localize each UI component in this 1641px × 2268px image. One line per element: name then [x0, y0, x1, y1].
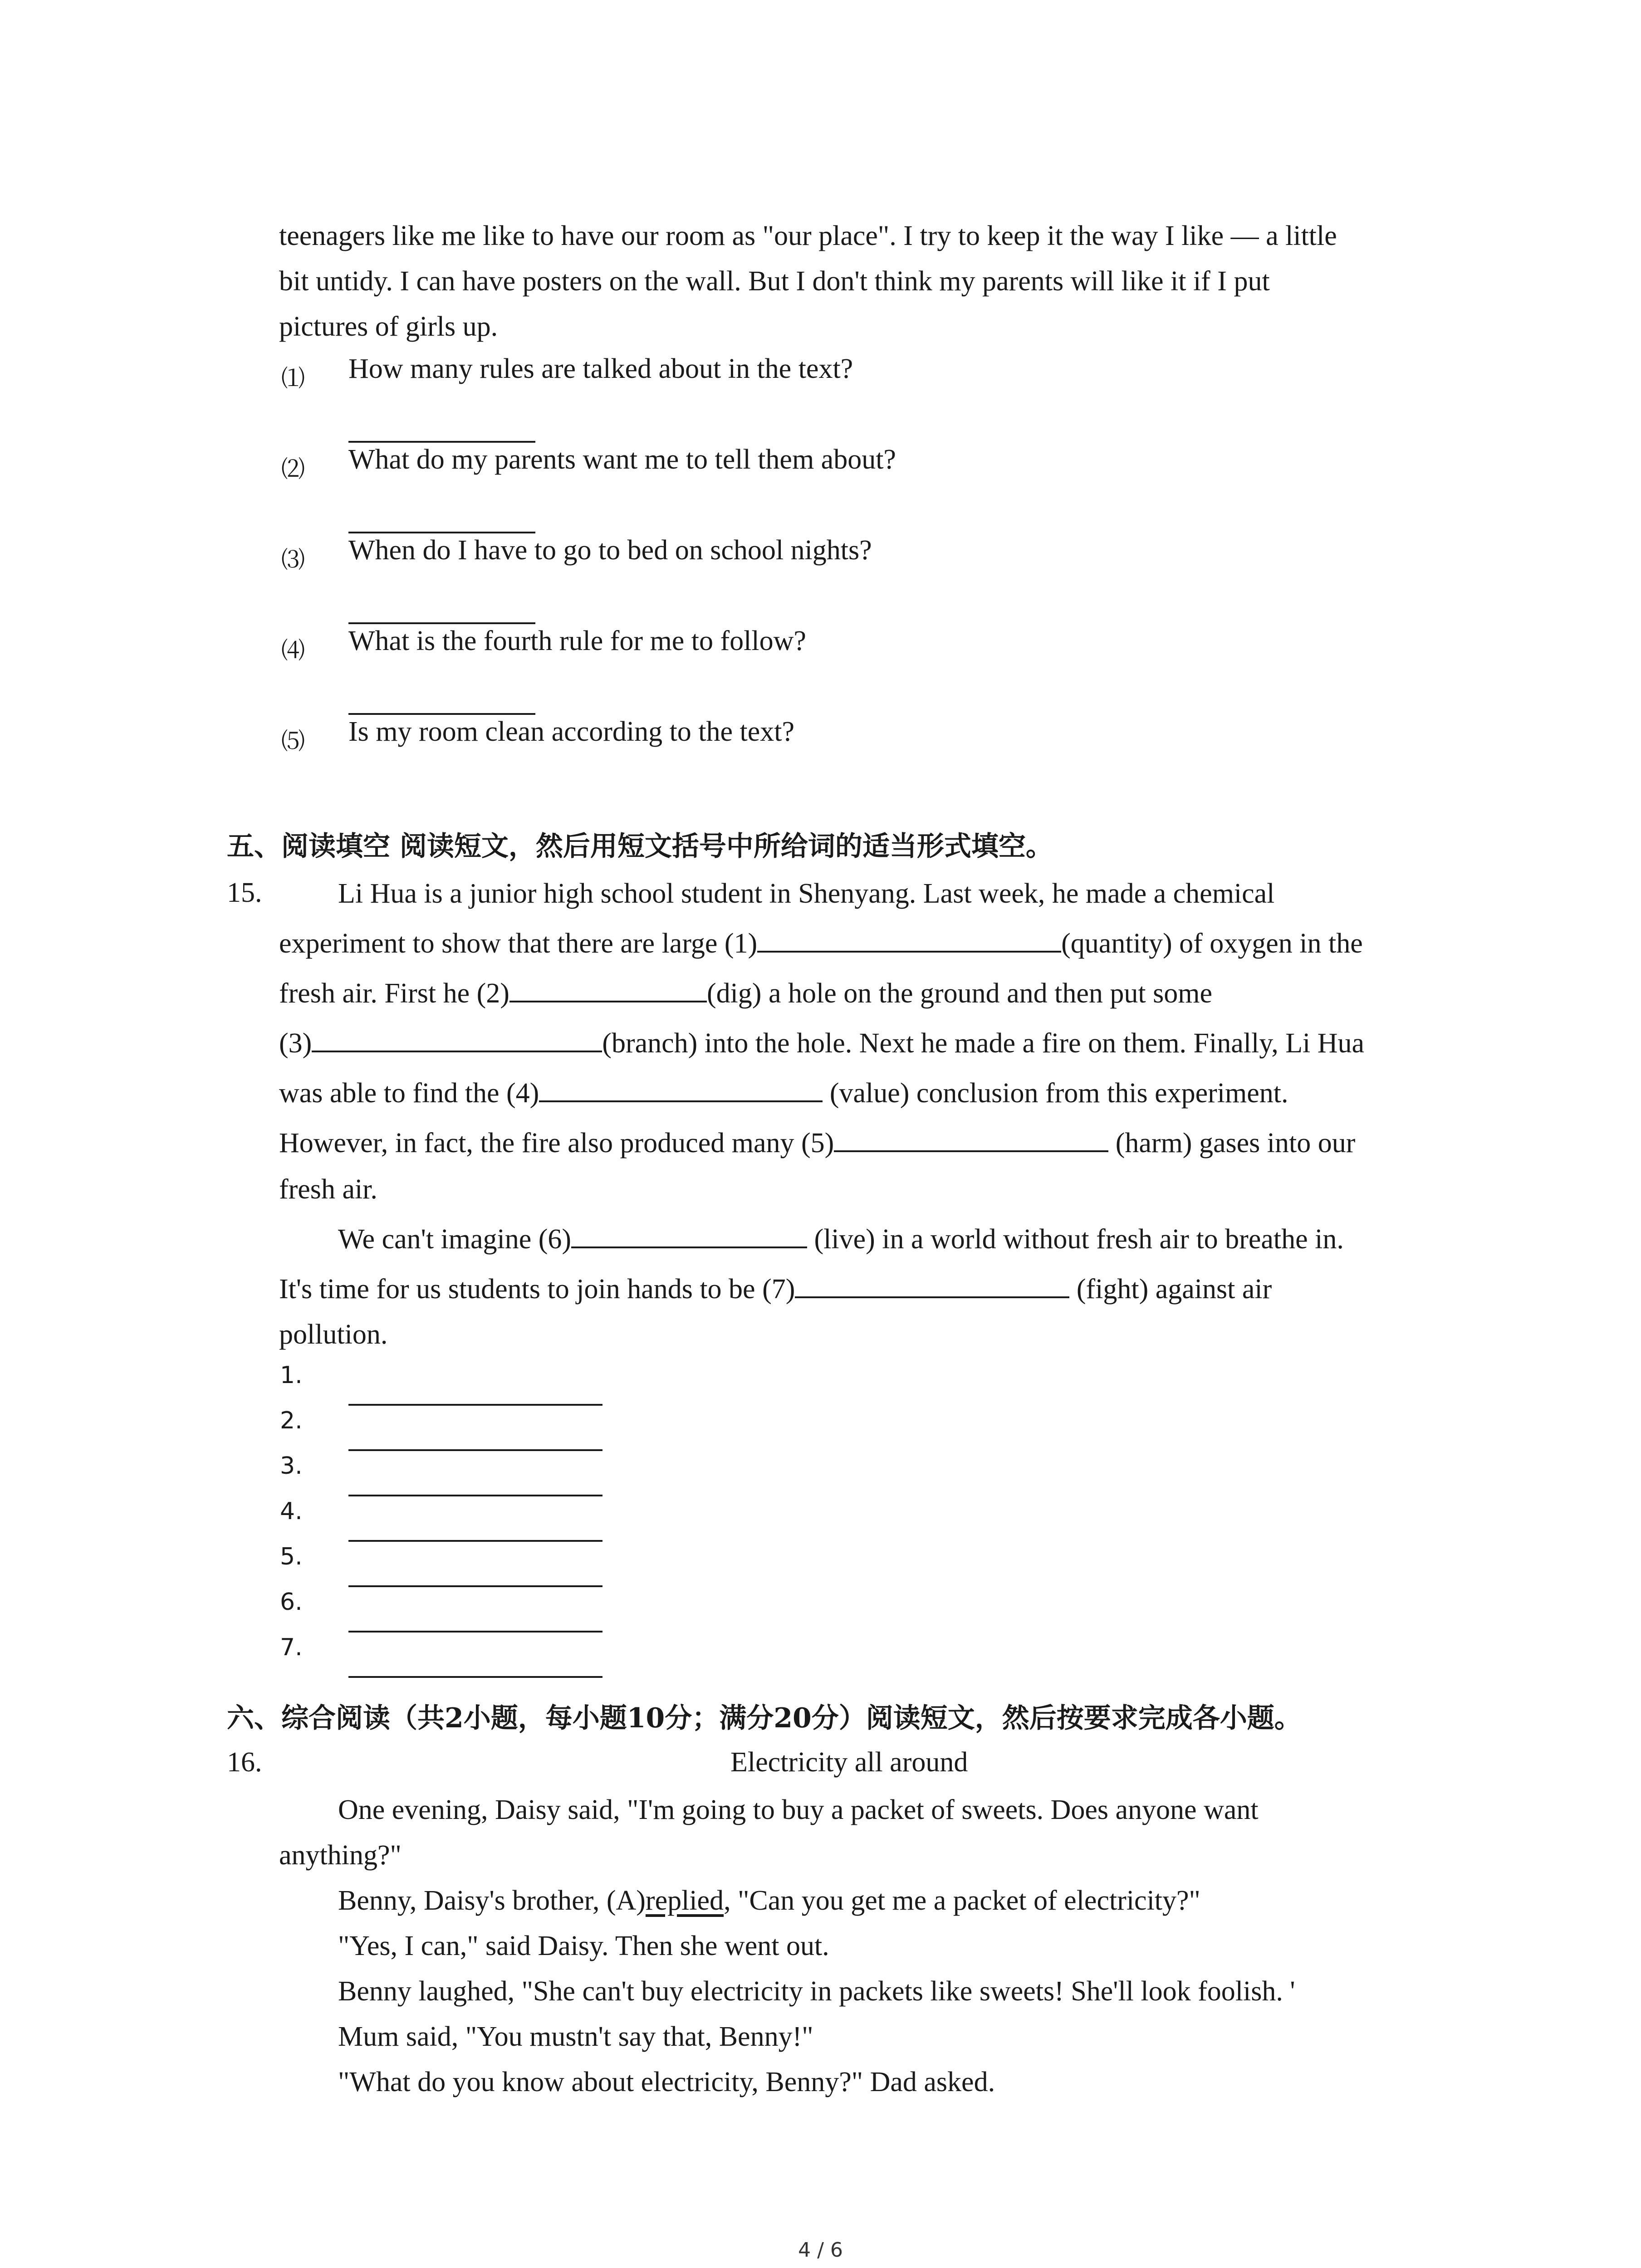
passage-line: Mum said, "You mustn't say that, Benny!" — [338, 2021, 813, 2052]
cloze-line: Li Hua is a junior high school student in Shenyang. Last week, he made a chemical — [338, 878, 1275, 909]
question-text: What is the fourth rule for me to follow? — [348, 626, 806, 656]
section-heading-6: 六、综合阅读（共2小题，每小题10分；满分20分）阅读短文，然后按要求完成各小题。 — [227, 1702, 1302, 1734]
passage-line-3: pictures of girls up. — [279, 311, 498, 342]
answer-blank[interactable] — [348, 1495, 603, 1496]
cloze-line: fresh air. — [279, 1174, 377, 1205]
answer-number: 4. — [280, 1498, 303, 1525]
passage-line: anything?" — [279, 1840, 402, 1871]
answer-number: 3. — [280, 1452, 303, 1480]
cloze-line: experiment to show that there are large (1) (quantity) of oxygen in the — [279, 921, 1363, 966]
answer-blank[interactable] — [348, 713, 535, 715]
passage-line: "What do you know about electricity, Benny?" Dad asked. — [338, 2067, 995, 2097]
answer-blank[interactable] — [348, 1585, 603, 1587]
question-text: What do my parents want me to tell them about? — [348, 444, 896, 475]
section-heading-5: 五、阅读填空 阅读短文，然后用短文括号中所给词的适当形式填空。 — [227, 831, 1053, 862]
page-number: 4 / 6 — [798, 2239, 843, 2262]
question-number: ⑵ — [281, 456, 305, 483]
passage-title: Electricity all around — [730, 1747, 968, 1778]
question-number: ⑴ — [281, 365, 305, 392]
question-text: How many rules are talked about in the text? — [348, 353, 853, 384]
cloze-line: However, in fact, the fire also produced many (5) (harm) gases into our — [279, 1120, 1355, 1166]
passage-line-1: teenagers like me like to have our room as "our place". I try to keep it the way I like — a little — [279, 220, 1337, 251]
cloze-line: pollution. — [279, 1319, 388, 1350]
cloze-blank-1[interactable] — [757, 923, 1061, 953]
answer-blank[interactable] — [348, 622, 535, 624]
cloze-line: It's time for us students to join hands to be (7) (fight) against air — [279, 1266, 1272, 1312]
cloze-blank-6[interactable] — [571, 1218, 807, 1248]
question-number: ⑸ — [281, 728, 305, 755]
question-number: ⑷ — [281, 637, 305, 665]
question-number-16: 16. — [227, 1747, 262, 1778]
cloze-line: fresh air. First he (2) (dig) a hole on the ground and then put some — [279, 971, 1212, 1016]
question-number: ⑶ — [281, 547, 305, 574]
cloze-line: We can't imagine (6) (live) in a world without fresh air to breathe in. — [338, 1217, 1344, 1262]
answer-blank[interactable] — [348, 1449, 603, 1451]
cloze-line: (3) (branch) into the hole. Next he made a fire on them. Finally, Li Hua — [279, 1021, 1364, 1066]
question-text: When do I have to go to bed on school nights? — [348, 535, 872, 566]
cloze-blank-3[interactable] — [312, 1022, 602, 1052]
question-number-15: 15. — [227, 877, 262, 908]
question-text: Is my room clean according to the text? — [348, 716, 795, 747]
answer-number: 7. — [280, 1634, 303, 1661]
answer-blank[interactable] — [348, 532, 535, 533]
passage-line: One evening, Daisy said, "I'm going to buy a packet of sweets. Does anyone want — [338, 1794, 1259, 1825]
cloze-blank-5[interactable] — [834, 1122, 1108, 1152]
answer-blank[interactable] — [348, 1540, 603, 1542]
answer-blank[interactable] — [348, 441, 535, 443]
passage-line: Benny laughed, "She can't buy electricity in packets like sweets! She'll look foolish. ' — [338, 1976, 1295, 2007]
answer-number: 5. — [280, 1543, 303, 1570]
answer-number: 2. — [280, 1407, 303, 1434]
underlined-word-replied: replied — [645, 1885, 724, 1916]
passage-line: "Yes, I can," said Daisy. Then she went out. — [338, 1931, 829, 1961]
cloze-blank-7[interactable] — [795, 1268, 1069, 1298]
answer-blank[interactable] — [348, 1631, 603, 1633]
passage-line-2: bit untidy. I can have posters on the wall. But I don't think my parents will like it if I put — [279, 266, 1270, 297]
answer-blank[interactable] — [348, 1404, 603, 1406]
answer-blank[interactable] — [348, 1676, 603, 1678]
answer-number: 1. — [280, 1362, 303, 1389]
answer-number: 6. — [280, 1589, 303, 1616]
cloze-blank-4[interactable] — [539, 1072, 823, 1102]
cloze-line: was able to find the (4) (value) conclusion from this experiment. — [279, 1070, 1288, 1116]
passage-line: Benny, Daisy's brother, (A)replied, "Can you get me a packet of electricity?" — [338, 1885, 1200, 1916]
cloze-blank-2[interactable] — [509, 973, 707, 1002]
